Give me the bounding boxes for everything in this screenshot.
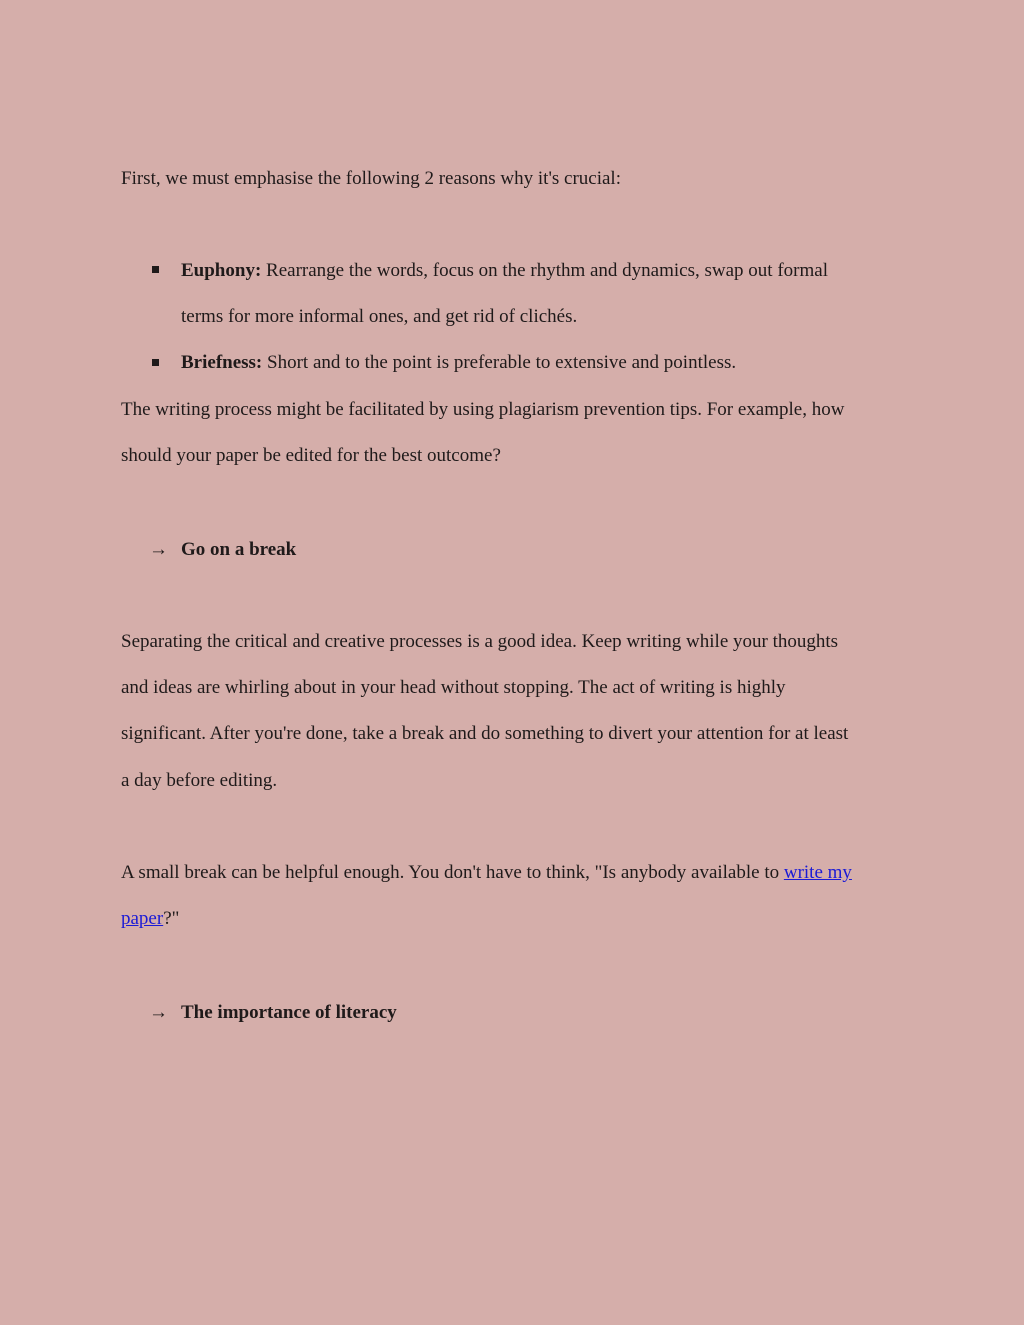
bullet-text: Rearrange the words, focus on the rhythm and dynamics, swap out formal [266, 260, 828, 281]
bullet-item-euphony [181, 259, 828, 283]
bullet-marker [152, 359, 159, 366]
paragraph-line: Separating the critical and creative processes is a good idea. Keep writing while your thoughts [121, 631, 839, 652]
bullet-term: Briefness: [181, 352, 263, 373]
paragraph-line: The writing process might be facilitated by using plagiarism prevention tips. For example, how [121, 399, 845, 420]
arrow-right-icon: → [149, 1002, 168, 1023]
bullet-term: Euphony: [181, 260, 262, 281]
paragraph-line: should your paper be edited for the best outcome? [121, 445, 501, 466]
arrow-right-icon: → [149, 539, 168, 560]
section-heading-text: The importance of literacy [181, 1002, 397, 1023]
write-my-paper-link-continued[interactable]: paper [121, 908, 164, 929]
paragraph-line: and ideas are whirling about in your head without stopping. The act of writing is highly [121, 677, 786, 698]
bullet-text-continued: terms for more informal ones, and get rid of clichés. [181, 306, 578, 327]
section-heading-text: Go on a break [181, 539, 297, 560]
paragraph-line [121, 861, 852, 885]
paragraph-line: significant. After you're done, take a break and do something to divert your attention for at least [121, 723, 849, 744]
paragraph-line [121, 907, 179, 931]
section-heading [181, 538, 296, 562]
intro-text: First, we must emphasise the following 2 reasons why it's crucial: [121, 168, 621, 189]
bullet-marker [152, 266, 159, 273]
paragraph-text: A small break can be helpful enough. You don't have to think, "Is anybody available to [121, 862, 784, 883]
bullet-text: Short and to the point is preferable to extensive and pointless. [267, 352, 737, 373]
paragraph-text: ?" [163, 908, 180, 929]
bullet-item-briefness [181, 351, 736, 375]
write-my-paper-link[interactable]: write my [783, 862, 852, 883]
section-heading [181, 1001, 397, 1025]
paragraph-line: a day before editing. [121, 770, 278, 791]
